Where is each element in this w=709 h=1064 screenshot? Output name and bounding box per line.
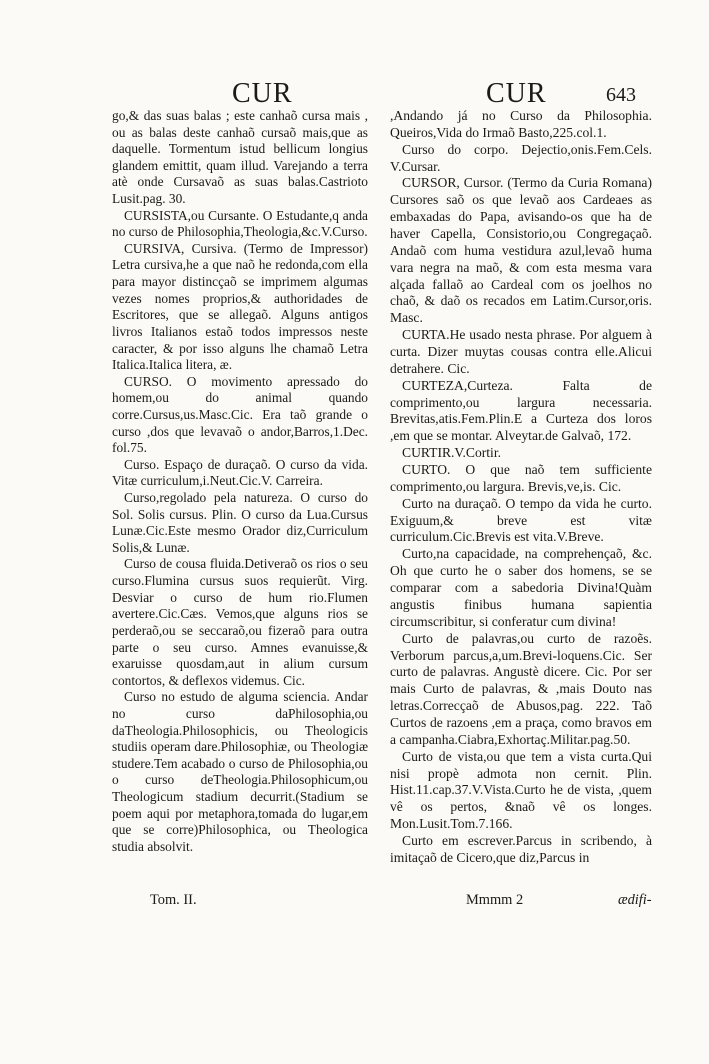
entry-paragraph: go,& das suas balas ; este canhaõ cursa mais , ou as balas deste canhaõ cursaõ mais,que as daquelle. Tormentum istud bellicum longius glandem emittit, quam illud. Varejando a terra atè onde Cursavaõ as suas balas.Castrioto Lusit.pag. 30. — [112, 108, 368, 207]
entry-paragraph: Curto na duraçaõ. O tempo da vida he curto. Exiguum,& breve est vitæ curriculum.Cic.Brevis est vita.V.Breve. — [390, 495, 652, 545]
volume-label: Tom. II. — [150, 892, 197, 908]
entry-paragraph: CURSISTA,ou Cursante. O Estudante,q anda no curso de Philosophia,Theologia,&c.V.Curso. — [112, 207, 368, 240]
entry-paragraph: Curto em escrever.Parcus in scribendo, à imitaçaõ de Cicero,que diz,Parcus in — [390, 832, 652, 865]
entry-paragraph: Curso. Espaço de duraçaõ. O curso da vida. Vitæ curriculum,i.Neut.Cic.V. Carreira. — [112, 456, 368, 489]
entry-paragraph: CURTEZA,Curteza. Falta de comprimento,ou largura necessaria. Brevitas,atis.Fem.Plin.E a Curteza dos loros ,em que se montar. Alveytar.de Galvaõ, 172. — [390, 377, 652, 444]
entry-paragraph: Curso de cousa fluida.Detiveraõ os rios o seu curso.Flumina cursus suos requierũt. Virg. Desviar o curso de hum rio.Flumen avertere.Cic.Cæs. Vemos,que alguns rios se perderaõ,ou se seccaraõ,ou fizeraõ para outra parte o seu curso. Amnes evanuisse,& exaruisse quosdam,aut in alium cursum contortos, & deflexos videmus. Cic. — [112, 556, 368, 688]
catchword: ædifi- — [618, 892, 652, 908]
entry-paragraph: CURSO. O movimento apressado do homem,ou do animal quando corre.Cursus,us.Masc.Cic. Era taõ grande o curso ,dos que levavaõ o andor,Barros,1.Dec. fol.75. — [112, 373, 368, 456]
entry-paragraph: Curto,na capacidade, na comprehençaõ, &c. Oh que curto he o saber dos homens, se se comparar com a sabedoria Divina!Quàm angustis finibus humana sapientia circumscribitur, si conferatur cum divina! — [390, 546, 652, 629]
entry-paragraph: Curto de vista,ou que tem a vista curta.Qui nisi propè admota non cernit. Plin. Hist.11.cap.37.V.Vista.Curto he de vista, ,quem vê os pertos, &naõ vê os longes. Mon.Lusit.Tom.7.166. — [390, 748, 652, 832]
entry-paragraph: Curto de palavras,ou curto de razoẽs. Verborum parcus,a,um.Brevi-loquens.Cic. Ser curto de palavras. Angustè dicere. Cic. Por ser mais Curto de palavras, & ,mais Douto nas letras.Correcçaõ de Abusos,pag. 222. Taõ Curtos de razoens ,em a praça, como bravos em a campanha.Ciabra,Exhortaç.Militar.pag.50. — [390, 630, 652, 747]
entry-paragraph: CURTA.He usado nesta phrase. Por alguem à curta. Dizer muytas cousas contra elle.Alicui detrahere. Cic. — [390, 327, 652, 376]
entry-paragraph: Curso no estudo de alguma sciencia. Andar no curso daPhilosophia,ou daTheologia.Philosophicis, ou Theologicis studiis operam dare.Philosophiæ, ou Theologiæ studere.Tem acabado o curso de Philosophia,ou o curso deTheologia.Philosophicum,ou Theologicum stadium decurrit.(Stadium se poem aqui por metaphora,tomada do lugar,em que se corre)Philosophica, ou Theologica studia absolvit. — [112, 689, 368, 854]
entry-paragraph: CURTO. O que naõ tem sufficiente comprimento,ou largura. Brevis,ve,is. Cic. — [390, 462, 652, 494]
running-head-right: CUR — [486, 78, 547, 109]
entry-paragraph: CURSIVA, Cursiva. (Termo de Impressor) Letra cursiva,he a que naõ he redonda,com ella para mayor distincçaõ se imprimem algumas vezes nomes proprios,& authoridades de Escritores, que se allegaõ. Alguns antigos livros Italianos estaõ todos impressos neste caracter, & por isso alguns lhe chamaõ Letra Italica.Italica litera, æ. — [112, 240, 368, 373]
page-number: 643 — [606, 84, 636, 106]
running-head-left: CUR — [232, 78, 293, 109]
left-column — [112, 108, 368, 855]
entry-paragraph: ,Andando já no Curso da Philosophia. Queiros,Vida do Irmaõ Basto,225.col.1. — [390, 108, 652, 140]
signature-mark: Mmmm 2 — [466, 892, 524, 908]
entry-paragraph: CURSOR, Cursor. (Termo da Curia Romana) Cursores saõ os que levaõ aos Cardeaes as embaxadas do Papa, avisando-os que ha de haver Capella, Consistorio,ou Congregaçaõ. Andaõ com huma vestidura azul,levaõ huma vara negra na maõ, & com esta mesma vara alçada fallaõ ao Cardeal com os joelhos no chaõ, & daõ os recados em Latim.Cursor,oris. Masc. — [390, 175, 652, 326]
entry-paragraph: CURTIR.V.Cortir. — [402, 445, 502, 461]
entry-paragraph: Curso do corpo. Dejectio,onis.Fem.Cels. V.Cursar. — [390, 141, 652, 174]
entry-paragraph: Curso,regolado pela natureza. O curso do Sol. Solis cursus. Plin. O curso da Lua.Cursus Lunæ.Cic.Este mesmo Orador diz,Curriculum Solis,& Lunæ. — [112, 490, 368, 555]
right-column — [390, 108, 652, 867]
